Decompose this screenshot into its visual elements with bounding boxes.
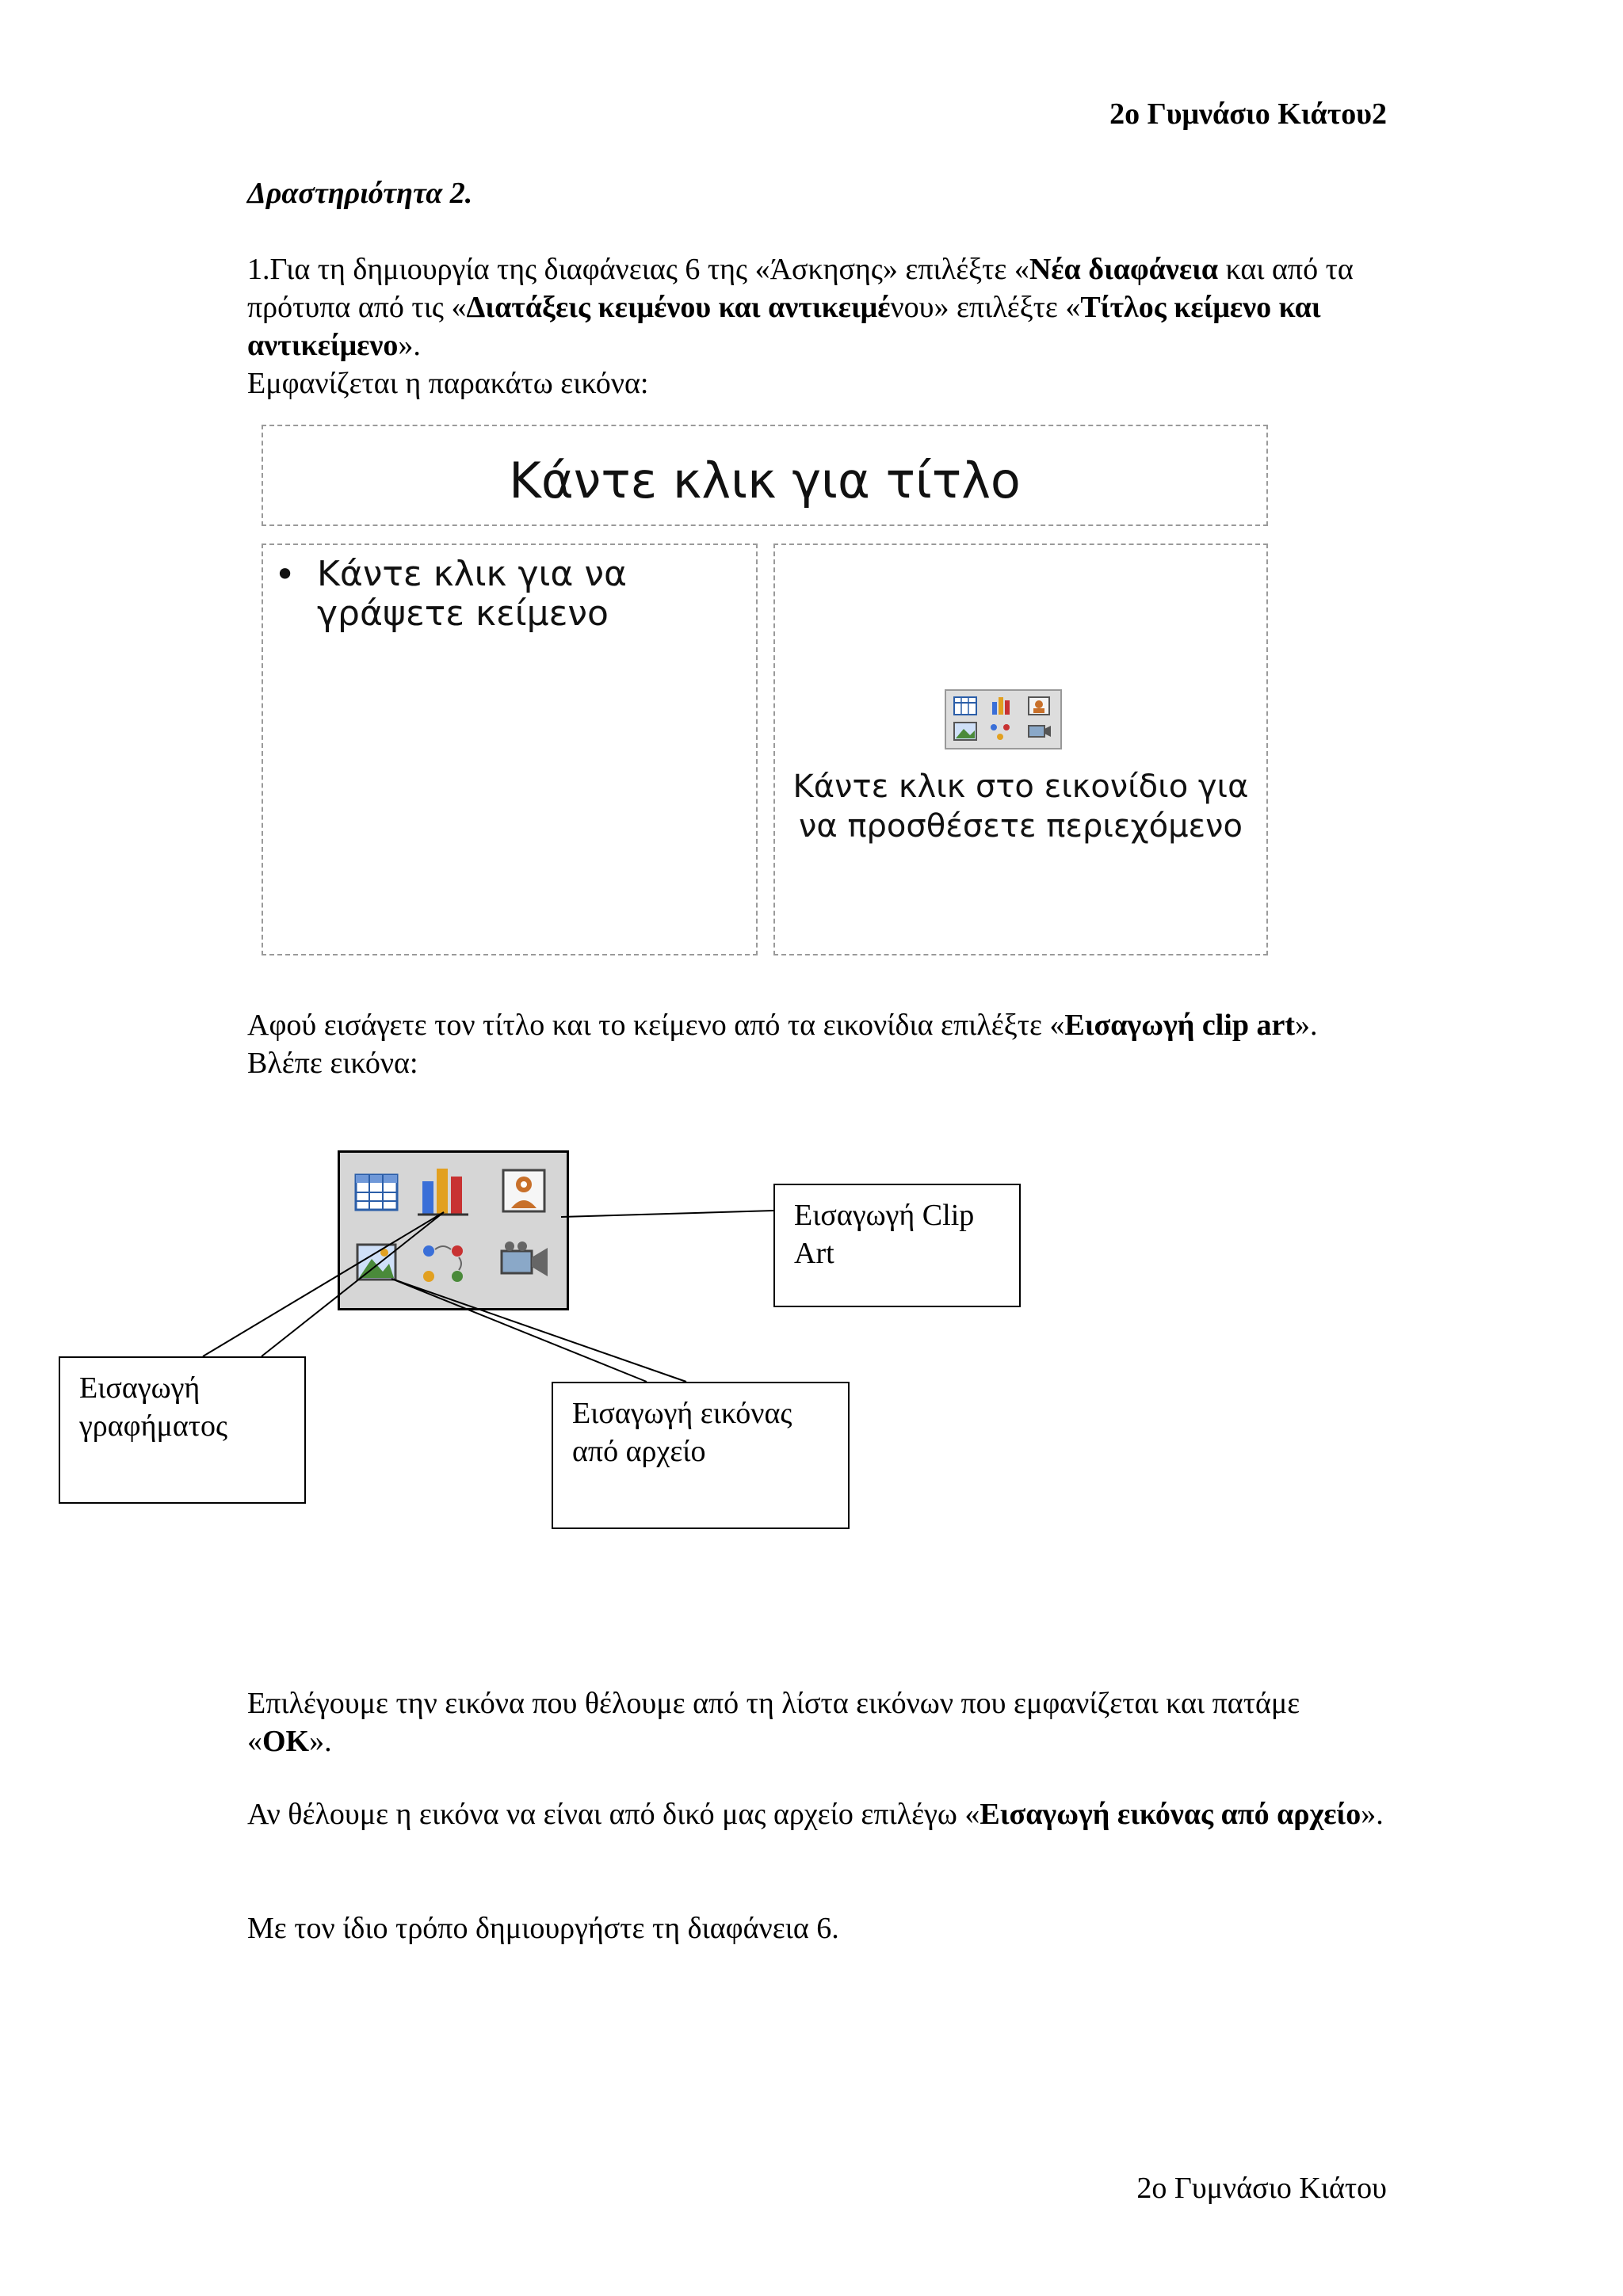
content-icons-small: [945, 689, 1062, 749]
paragraph-instructions-4: Αν θέλουμε η εικόνα να είναι από δικό μας αρχείο επιλέγω «Εισαγωγή εικόνας από αρχείο».: [247, 1798, 1384, 1831]
slide-text-placeholder: • Κάντε κλικ για να γράψετε κείμενο: [262, 543, 758, 955]
media-icon: [1029, 726, 1051, 737]
appears-text: Εμφανίζεται η παρακάτω εικόνα:: [247, 367, 649, 400]
page-footer: 2ο Γυμνάσιο Κιάτου: [1136, 2172, 1387, 2205]
chart-icon: [992, 697, 1010, 715]
paragraph-instructions-5: Με τον ίδιο τρόπο δημιουργήστε τη διαφάνεια 6.: [247, 1912, 839, 1945]
clip-art-icon: [503, 1170, 544, 1211]
chart-icon: [418, 1169, 468, 1215]
slide-title-placeholder: Κάντε κλικ για τίτλο: [262, 425, 1268, 526]
media-icon: [502, 1241, 548, 1276]
page-header: 2ο Γυμνάσιο Κιάτου2: [1109, 97, 1387, 131]
callout-chart: Εισαγωγή γραφήματος: [59, 1356, 306, 1504]
slide-content-placeholder: Κάντε κλικ στο εικονίδιο για να προσθέσετε περιεχόμενο: [773, 543, 1268, 955]
activity-title: Δραστηριότητα 2.: [247, 177, 473, 210]
picture-icon: [357, 1245, 395, 1280]
content-icons-toolbar: [338, 1150, 569, 1310]
table-icon: [954, 697, 976, 715]
paragraph-instructions-2: Αφού εισάγετε τον τίτλο και το κείμενο από τα εικονίδια επιλέξτε «Εισαγωγή clip art». Βλέπε εικόνα:: [247, 1009, 1318, 1080]
diagram-icon: [423, 1245, 463, 1282]
bullet: •: [274, 553, 296, 596]
paragraph-instructions-3: Επιλέγουμε την εικόνα που θέλουμε από τη λίστα εικόνων που εμφανίζεται και πατάμε «OK».: [247, 1687, 1300, 1758]
table-icon: [356, 1175, 397, 1210]
paragraph-instructions-1: 1.Για τη δημιουργία της διαφάνειας 6 της «Άσκησης» επιλέξτε «Νέα διαφάνεια και από τα πρότυπα από τις «Διατάξεις κειμένου και αντικειμένου» επιλέξτε «Τίτλος κείμενο και αντικείμενο». Εμφανίζεται η παρακάτω εικόνα:: [247, 253, 1354, 400]
callout-picture-from-file: Εισαγωγή εικόνας από αρχείο: [552, 1382, 850, 1529]
diagram-icon: [991, 724, 1010, 740]
clip-art-icon: [1029, 697, 1049, 715]
callout-clip-art: Εισαγωγή Clip Art: [773, 1184, 1021, 1307]
picture-icon: [954, 723, 976, 740]
